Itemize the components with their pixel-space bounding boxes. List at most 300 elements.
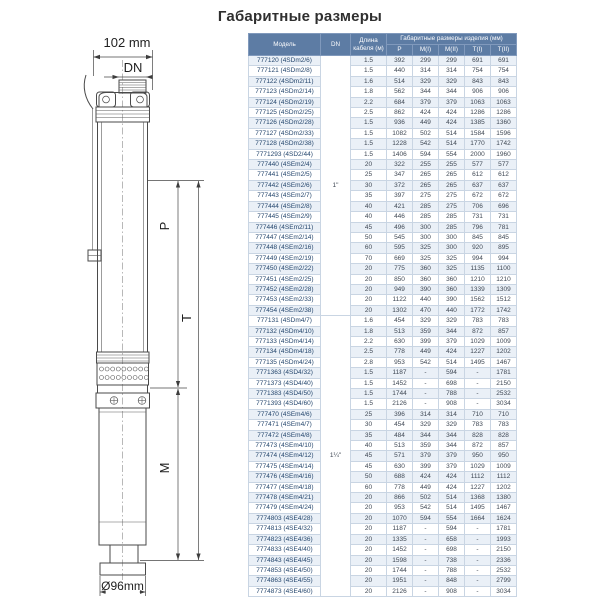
table-body	[249, 56, 517, 597]
table-row	[249, 56, 517, 66]
cell-dim-p: 953	[387, 503, 413, 513]
cell-dim-t2: 710	[491, 409, 517, 419]
col-header-model: Модель	[249, 34, 321, 56]
cell-dim-t1: -	[465, 534, 491, 544]
cell-dim-t2: 2532	[491, 565, 517, 575]
cell-model: 7774843 (4SE4/45)	[249, 555, 321, 565]
cell-cable-length: 20	[351, 524, 387, 534]
cell-dim-t1: 783	[465, 420, 491, 430]
cell-dim-m2: 255	[439, 160, 465, 170]
cell-model: 777453 (4SEm2/33)	[249, 295, 321, 305]
cell-dim-p: 1951	[387, 576, 413, 586]
table-row	[249, 97, 517, 107]
cell-dim-p: 1122	[387, 295, 413, 305]
cell-dim-p: 1744	[387, 565, 413, 575]
cell-dim-t2: 2336	[491, 555, 517, 565]
cell-dim-t1: 1112	[465, 472, 491, 482]
cell-dim-t2: 2532	[491, 389, 517, 399]
cell-model: 777472 (4SEm4/8)	[249, 430, 321, 440]
cell-dim-t1: 1135	[465, 264, 491, 274]
cell-cable-length: 20	[351, 274, 387, 284]
cell-dim-m2: 300	[439, 232, 465, 242]
cell-cable-length: 60	[351, 482, 387, 492]
cell-dim-m1: -	[413, 368, 439, 378]
col-header-t2: T(II)	[491, 45, 517, 56]
cell-dim-t1: 1664	[465, 513, 491, 523]
cable	[84, 75, 93, 109]
cell-dim-t1: 1772	[465, 305, 491, 315]
cell-dim-m2: 275	[439, 201, 465, 211]
cell-dim-m1: 424	[413, 472, 439, 482]
cell-dim-m2: 344	[439, 326, 465, 336]
cell-model: 777445 (4SEm2/9)	[249, 212, 321, 222]
cell-dim-m1: 344	[413, 430, 439, 440]
cell-dim-p: 562	[387, 87, 413, 97]
cell-dim-p: 372	[387, 180, 413, 190]
cell-dim-m1: 359	[413, 326, 439, 336]
cell-dim-t1: 920	[465, 243, 491, 253]
discharge-port	[119, 80, 146, 93]
cell-dim-t1: 2000	[465, 149, 491, 159]
cell-dim-t1: 1562	[465, 295, 491, 305]
col-header-m2: M(II)	[439, 45, 465, 56]
cell-dim-p: 484	[387, 430, 413, 440]
cell-dim-m1: -	[413, 545, 439, 555]
dim-label-width: 102 mm	[103, 35, 151, 50]
cell-dim-p: 1452	[387, 378, 413, 388]
cell-dim-t1: -	[465, 524, 491, 534]
col-header-p: P	[387, 45, 413, 56]
cell-dim-t1: -	[465, 555, 491, 565]
ear-hole-left	[103, 96, 110, 103]
cell-model: 777440 (4SEm2/4)	[249, 160, 321, 170]
cell-model: 777133 (4SDm4/14)	[249, 336, 321, 346]
cell-dim-t2: 3034	[491, 586, 517, 596]
cell-dim-t1: 754	[465, 66, 491, 76]
cell-cable-length: 40	[351, 441, 387, 451]
cell-model: 777128 (4SDm2/38)	[249, 139, 321, 149]
cell-cable-length: 45	[351, 461, 387, 471]
cell-dim-t2: 754	[491, 66, 517, 76]
table-row	[249, 253, 517, 263]
table-row	[249, 493, 517, 503]
table-row	[249, 368, 517, 378]
cell-model: 7774803 (4SE4/28)	[249, 513, 321, 523]
cell-dim-m1: 390	[413, 284, 439, 294]
table-row	[249, 461, 517, 471]
cell-dim-t2: 783	[491, 420, 517, 430]
cell-dim-m2: 848	[439, 576, 465, 586]
cell-dim-m1: 359	[413, 441, 439, 451]
table-row	[249, 524, 517, 534]
cell-dim-p: 775	[387, 264, 413, 274]
cell-dim-p: 595	[387, 243, 413, 253]
cell-model: 7774863 (4SE4/55)	[249, 576, 321, 586]
cell-dim-t2: 612	[491, 170, 517, 180]
cell-dim-m2: 344	[439, 441, 465, 451]
cell-cable-length: 40	[351, 201, 387, 211]
dimension-lines	[94, 50, 205, 596]
cell-dim-p: 2126	[387, 399, 413, 409]
cell-model: 777450 (4SEm2/22)	[249, 264, 321, 274]
cell-dim-m1: -	[413, 555, 439, 565]
cell-dim-t2: 950	[491, 451, 517, 461]
cell-dim-m2: 514	[439, 503, 465, 513]
cell-dim-m2: 554	[439, 149, 465, 159]
cell-model: 777444 (4SEm2/8)	[249, 201, 321, 211]
cell-cable-length: 1.8	[351, 326, 387, 336]
cell-cable-length: 25	[351, 409, 387, 419]
cell-model: 777478 (4SEm4/21)	[249, 493, 321, 503]
cell-dim-t2: 2150	[491, 378, 517, 388]
cell-dim-m1: 300	[413, 232, 439, 242]
table-row	[249, 482, 517, 492]
cell-dim-t2: 1202	[491, 482, 517, 492]
cell-cable-length: 2.8	[351, 357, 387, 367]
cell-dim-p: 513	[387, 441, 413, 451]
cell-dim-p: 850	[387, 274, 413, 284]
table-row	[249, 316, 517, 326]
table-row	[249, 191, 517, 201]
cell-model: 7771363 (4SD4/32)	[249, 368, 321, 378]
cell-dim-m2: 285	[439, 212, 465, 222]
cell-dim-m1: 314	[413, 66, 439, 76]
cell-dim-m2: 514	[439, 128, 465, 138]
table-row	[249, 534, 517, 544]
cell-dim-t1: 1495	[465, 357, 491, 367]
cell-dim-p: 397	[387, 191, 413, 201]
cell-cable-length: 20	[351, 586, 387, 596]
cell-model: 777123 (4SDm2/14)	[249, 87, 321, 97]
cell-dim-m1: 594	[413, 149, 439, 159]
cell-dim-p: 496	[387, 222, 413, 232]
table-row	[249, 118, 517, 128]
cell-model: 777135 (4SDm4/24)	[249, 357, 321, 367]
cell-dim-t2: 1309	[491, 284, 517, 294]
cell-cable-length: 1.5	[351, 56, 387, 66]
cell-dim-m1: 399	[413, 336, 439, 346]
cell-dim-m2: 329	[439, 420, 465, 430]
cell-model: 777131 (4SDm4/7)	[249, 316, 321, 326]
table-row	[249, 451, 517, 461]
cell-dim-p: 953	[387, 357, 413, 367]
cell-dim-m2: 325	[439, 264, 465, 274]
table-row	[249, 430, 517, 440]
cell-dim-m1: 325	[413, 243, 439, 253]
cell-dim-m2: 314	[439, 66, 465, 76]
cell-cable-length: 20	[351, 555, 387, 565]
cell-dim-m2: 698	[439, 545, 465, 555]
cell-model: 777477 (4SEm4/18)	[249, 482, 321, 492]
cell-model: 777441 (4SEm2/5)	[249, 170, 321, 180]
cell-cable-length: 30	[351, 180, 387, 190]
cell-dim-p: 545	[387, 232, 413, 242]
cell-dim-p: 571	[387, 451, 413, 461]
cell-model: 777442 (4SEm2/6)	[249, 180, 321, 190]
cell-dim-t1: 1227	[465, 347, 491, 357]
cell-dim-m2: 514	[439, 357, 465, 367]
cell-dim-m1: 440	[413, 295, 439, 305]
table-row	[249, 295, 517, 305]
cell-dim-t1: 783	[465, 316, 491, 326]
cell-dim-t1: 845	[465, 232, 491, 242]
cell-dim-t1: 1770	[465, 139, 491, 149]
cell-dn: 1¼"	[321, 316, 351, 597]
cell-dim-m1: 379	[413, 451, 439, 461]
cell-cable-length: 20	[351, 295, 387, 305]
cell-model: 777446 (4SEm2/11)	[249, 222, 321, 232]
cell-dim-m2: 379	[439, 461, 465, 471]
cell-dim-p: 514	[387, 76, 413, 86]
cell-dim-t2: 2799	[491, 576, 517, 586]
cell-dim-t2: 843	[491, 76, 517, 86]
cell-dim-t2: 1993	[491, 534, 517, 544]
cell-dim-m2: 329	[439, 76, 465, 86]
table-row	[249, 232, 517, 242]
cell-dim-m2: 300	[439, 243, 465, 253]
cell-dim-m2: 390	[439, 295, 465, 305]
cell-dim-t1: 637	[465, 180, 491, 190]
cell-cable-length: 2.5	[351, 108, 387, 118]
cell-model: 7771383 (4SD4/50)	[249, 389, 321, 399]
table-row	[249, 274, 517, 284]
cell-model: 777124 (4SDm2/19)	[249, 97, 321, 107]
cell-dim-m1: 329	[413, 420, 439, 430]
cell-dim-t2: 1467	[491, 357, 517, 367]
table-row	[249, 420, 517, 430]
cell-dim-t2: 1742	[491, 139, 517, 149]
cell-cable-length: 70	[351, 253, 387, 263]
cell-dim-m1: 502	[413, 128, 439, 138]
cell-dim-t1: 796	[465, 222, 491, 232]
cell-cable-length: 1.5	[351, 378, 387, 388]
cell-dim-m1: 424	[413, 108, 439, 118]
cell-dim-m2: 908	[439, 399, 465, 409]
cell-model: 7774853 (4SE4/50)	[249, 565, 321, 575]
cell-cable-length: 20	[351, 513, 387, 523]
cell-dim-t1: 1368	[465, 493, 491, 503]
cell-cable-length: 20	[351, 545, 387, 555]
cell-dim-m1: -	[413, 378, 439, 388]
cell-dim-t1: 828	[465, 430, 491, 440]
cell-cable-length: 1.5	[351, 399, 387, 409]
cell-dim-t1: 1495	[465, 503, 491, 513]
cell-dim-t2: 1360	[491, 118, 517, 128]
cell-model: 777134 (4SDm4/18)	[249, 347, 321, 357]
cell-dim-t1: 1227	[465, 482, 491, 492]
cell-dim-m2: 285	[439, 222, 465, 232]
cell-dim-m2: 788	[439, 565, 465, 575]
flange-screws	[110, 397, 146, 405]
cell-dim-t2: 994	[491, 253, 517, 263]
cell-cable-length: 40	[351, 212, 387, 222]
cell-dim-m1: 399	[413, 461, 439, 471]
cell-dim-t1: -	[465, 368, 491, 378]
table-row	[249, 149, 517, 159]
cell-cable-length: 50	[351, 472, 387, 482]
cell-dim-m2: 788	[439, 389, 465, 399]
cell-dim-t1: 710	[465, 409, 491, 419]
cell-dim-p: 778	[387, 482, 413, 492]
cell-dim-m1: 329	[413, 76, 439, 86]
table-row	[249, 222, 517, 232]
cell-dim-p: 1082	[387, 128, 413, 138]
cell-dim-t1: -	[465, 565, 491, 575]
cell-cable-length: 20	[351, 576, 387, 586]
cell-model: 777474 (4SEm4/12)	[249, 451, 321, 461]
cell-dim-m1: 265	[413, 180, 439, 190]
cell-dim-m1: 449	[413, 118, 439, 128]
cell-dim-m1: 542	[413, 139, 439, 149]
table-row	[249, 565, 517, 575]
col-header-m1: M(I)	[413, 45, 439, 56]
cell-model: 777443 (4SEm2/7)	[249, 191, 321, 201]
cell-model: 777476 (4SEm4/16)	[249, 472, 321, 482]
pump-outline	[84, 75, 149, 575]
cell-dim-m1: 344	[413, 87, 439, 97]
cell-cable-length: 1.8	[351, 87, 387, 97]
cell-dim-t2: 828	[491, 430, 517, 440]
cell-dim-m1: 594	[413, 513, 439, 523]
table-row	[249, 139, 517, 149]
cell-dim-m2: 379	[439, 451, 465, 461]
cell-dim-t1: 1286	[465, 108, 491, 118]
cell-dim-p: 778	[387, 347, 413, 357]
dim-label-m: M	[157, 462, 172, 474]
table-row	[249, 378, 517, 388]
cell-cable-length: 20	[351, 160, 387, 170]
cell-cable-length: 20	[351, 493, 387, 503]
thread-lines	[119, 83, 146, 91]
table-row	[249, 409, 517, 419]
cell-model: 777127 (4SDm2/33)	[249, 128, 321, 138]
cell-dim-t1: 950	[465, 451, 491, 461]
cell-cable-length: 1.5	[351, 139, 387, 149]
cell-dim-p: 949	[387, 284, 413, 294]
cell-dim-m1: -	[413, 534, 439, 544]
cell-dim-p: 1744	[387, 389, 413, 399]
cell-cable-length: 1.6	[351, 76, 387, 86]
cell-dim-p: 688	[387, 472, 413, 482]
cell-dim-m1: -	[413, 399, 439, 409]
cell-cable-length: 20	[351, 284, 387, 294]
cell-dim-p: 396	[387, 409, 413, 419]
cell-dim-m2: 265	[439, 170, 465, 180]
table-row	[249, 170, 517, 180]
cell-dim-m1: 449	[413, 347, 439, 357]
cell-dim-m2: 658	[439, 534, 465, 544]
cell-dim-t1: 1029	[465, 336, 491, 346]
table-row	[249, 128, 517, 138]
cell-dim-p: 1406	[387, 149, 413, 159]
table-row	[249, 347, 517, 357]
cell-dim-m1: 470	[413, 305, 439, 315]
cell-model: 7771393 (4SD4/60)	[249, 399, 321, 409]
cell-cable-length: 1.5	[351, 149, 387, 159]
cell-dim-t2: 1100	[491, 264, 517, 274]
cell-cable-length: 1.5	[351, 389, 387, 399]
motor-neck	[110, 545, 138, 563]
cell-dim-m2: 344	[439, 87, 465, 97]
cell-dim-p: 2126	[387, 586, 413, 596]
cell-dim-t1: -	[465, 389, 491, 399]
cell-model: 777132 (4SDm4/10)	[249, 326, 321, 336]
cell-dim-t1: -	[465, 545, 491, 555]
cell-dim-t2: 857	[491, 441, 517, 451]
table-row	[249, 576, 517, 586]
cell-model: 777473 (4SEm4/10)	[249, 441, 321, 451]
cell-dim-t1: 1029	[465, 461, 491, 471]
cell-dim-t2: 1512	[491, 295, 517, 305]
cell-model: 7774823 (4SE4/36)	[249, 534, 321, 544]
cell-cable-length: 20	[351, 565, 387, 575]
cell-dim-t2: 1202	[491, 347, 517, 357]
cell-model: 7771373 (4SD4/40)	[249, 378, 321, 388]
cell-dim-t2: 845	[491, 232, 517, 242]
cell-cable-length: 1.5	[351, 118, 387, 128]
cell-cable-length: 60	[351, 243, 387, 253]
cell-dim-t1: 994	[465, 253, 491, 263]
table-row	[249, 336, 517, 346]
cell-dim-p: 1070	[387, 513, 413, 523]
cell-dim-t1: 1063	[465, 97, 491, 107]
cell-dn: 1"	[321, 56, 351, 316]
table-row	[249, 201, 517, 211]
cell-dim-m1: 300	[413, 222, 439, 232]
table-row	[249, 389, 517, 399]
table-row	[249, 212, 517, 222]
table-header	[249, 34, 517, 56]
cell-cable-length: 2.2	[351, 336, 387, 346]
cell-dim-t2: 1624	[491, 513, 517, 523]
cell-dim-t2: 1467	[491, 503, 517, 513]
col-header-dimensions-group: Габаритные размеры изделия (мм)	[387, 34, 517, 45]
cell-dim-m1: 379	[413, 97, 439, 107]
cell-dim-m1: 502	[413, 493, 439, 503]
cell-dim-p: 1228	[387, 139, 413, 149]
cell-dim-p: 669	[387, 253, 413, 263]
table-row	[249, 441, 517, 451]
cell-cable-length: 35	[351, 430, 387, 440]
cell-dim-t2: 637	[491, 180, 517, 190]
cell-dim-m2: 360	[439, 274, 465, 284]
intake-holes	[100, 367, 149, 380]
cell-dim-m2: 344	[439, 430, 465, 440]
cell-cable-length: 50	[351, 232, 387, 242]
cell-dim-t1: -	[465, 399, 491, 409]
cell-dim-p: 1187	[387, 368, 413, 378]
table-row	[249, 399, 517, 409]
cell-dim-m1: -	[413, 524, 439, 534]
cell-dim-t1: 1339	[465, 284, 491, 294]
cell-dim-p: 1302	[387, 305, 413, 315]
dim-label-p: P	[157, 221, 172, 231]
cell-dim-m1: 449	[413, 482, 439, 492]
cell-dim-t2: 1210	[491, 274, 517, 284]
cell-dim-t2: 1112	[491, 472, 517, 482]
cell-dim-p: 1335	[387, 534, 413, 544]
cell-dim-m2: 299	[439, 56, 465, 66]
cell-dim-p: 513	[387, 326, 413, 336]
cell-dim-t2: 1781	[491, 368, 517, 378]
cell-dim-t2: 1380	[491, 493, 517, 503]
table-row	[249, 357, 517, 367]
cell-cable-length: 45	[351, 222, 387, 232]
cell-dim-p: 630	[387, 461, 413, 471]
cell-dim-t1: 1210	[465, 274, 491, 284]
cell-dim-m2: 594	[439, 368, 465, 378]
cell-model: 777121 (4SDm2/8)	[249, 66, 321, 76]
